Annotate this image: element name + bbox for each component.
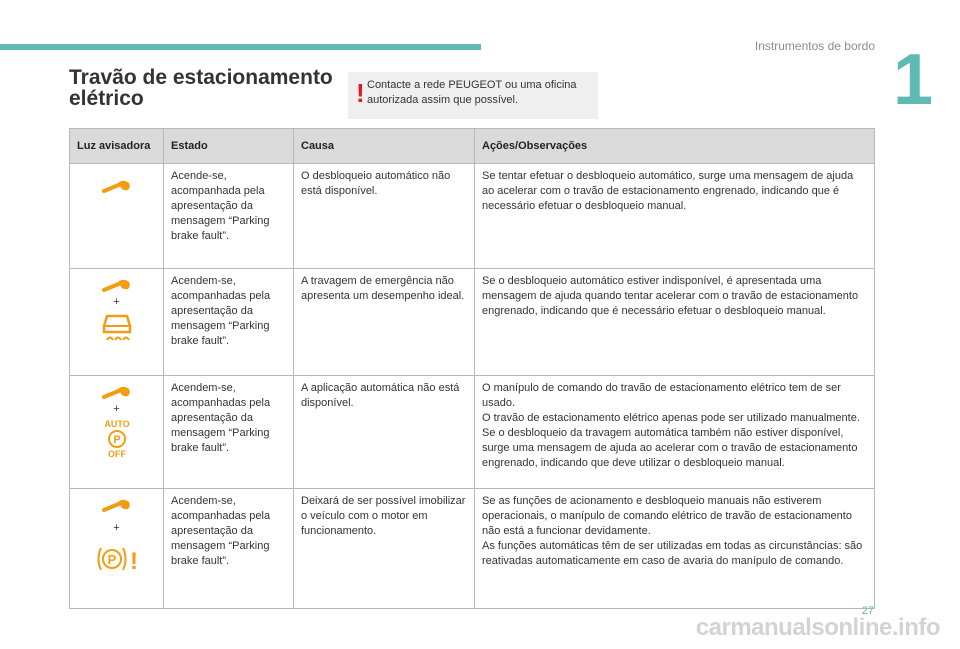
column-header-estado: Estado xyxy=(164,129,294,164)
page-title xyxy=(69,67,333,109)
acoes-cell xyxy=(475,164,875,269)
wrench-icon xyxy=(102,180,132,194)
column-header-acoes: Ações/Observações xyxy=(475,129,875,164)
acoes-paragraph: O travão de estacionamento elétrico apenas pode ser utilizado manualmente. xyxy=(482,412,860,424)
acoes-paragraph: Se as funções de acionamento e desbloqueio manuais não estiverem operacionais, o manípulo de comando elétrico de travão de estacionamento não está a funcionar devidamente. xyxy=(482,495,852,537)
causa-cell: Deixará de ser possível imobilizar o veículo com o motor em funcionamento. xyxy=(294,489,475,609)
estado-cell: Acendem-se, acompanhadas pela apresentação da mensagem “Parking brake fault”. xyxy=(164,489,294,609)
column-header-causa: Causa xyxy=(294,129,475,164)
page-number: 27 xyxy=(861,605,874,617)
wrench-icon xyxy=(102,386,132,400)
causa-cell: O desbloqueio automático não está disponível. xyxy=(294,164,475,269)
plus-sign: + xyxy=(113,522,120,534)
table-row xyxy=(70,164,875,269)
acoes-cell xyxy=(475,376,875,489)
header-accent-bar xyxy=(0,44,481,50)
off-label: OFF xyxy=(107,449,126,459)
p-label: P xyxy=(107,552,116,567)
acoes-paragraph: Se o desbloqueio automático estiver indisponível, é apresentada uma mensagem de ajuda quando tentar acelerar com o travão de estacionamento engrenado, indicando que é necessário efetuar o desbloqueio manual. xyxy=(482,275,859,317)
warning-lights-table xyxy=(69,128,875,609)
notice-box xyxy=(348,72,598,119)
estado-cell: Acendem-se, acompanhadas pela apresentação da mensagem “Parking brake fault”. xyxy=(164,376,294,489)
causa-cell: A aplicação automática não está disponível. xyxy=(294,376,475,489)
estado-cell: Acendem-se, acompanhadas pela apresentação da mensagem “Parking brake fault”. xyxy=(164,269,294,376)
auto-p-off-icon xyxy=(99,419,135,459)
page-title-line1: Travão de estacionamento xyxy=(69,66,333,89)
parking-brake-fault-icon xyxy=(95,544,139,574)
causa-cell: A travagem de emergência não apresenta um desempenho ideal. xyxy=(294,269,475,376)
warning-lights-cell xyxy=(70,269,164,376)
warning-lights-cell xyxy=(70,376,164,489)
wrench-icon xyxy=(102,499,132,513)
column-header-luz: Luz avisadora xyxy=(70,129,164,164)
wrench-icon xyxy=(102,279,132,293)
notice-text: Contacte a rede PEUGEOT ou uma oficina autorizada assim que possível. xyxy=(367,79,577,106)
warning-lights-cell xyxy=(70,164,164,269)
acoes-cell xyxy=(475,489,875,609)
exclamation-icon: ! xyxy=(356,78,365,108)
table-row xyxy=(70,269,875,376)
estado-cell: Acende-se, acompanhada pela apresentação da mensagem “Parking brake fault”. xyxy=(164,164,294,269)
table-row xyxy=(70,489,875,609)
acoes-paragraph: As funções automáticas têm de ser utilizadas em todas as circunstâncias: são reativadas automaticamente em caso de avaria do manípulo de comando. xyxy=(482,540,863,567)
acoes-paragraph: Se tentar efetuar o desbloqueio automático, surge uma mensagem de ajuda ao acelerar com o travão de estacionamento engrenado, indicando que é necessário efetuar o desbloqueio manual. xyxy=(482,170,854,212)
warning-lights-cell xyxy=(70,489,164,609)
section-title: Instrumentos de bordo xyxy=(754,39,875,53)
table-header-row xyxy=(70,129,875,164)
plus-sign: + xyxy=(113,296,120,308)
table-row xyxy=(70,376,875,489)
acoes-paragraph: O manípulo de comando do travão de estacionamento elétrico tem de ser usado. xyxy=(482,382,841,409)
page-title-line2: elétrico xyxy=(69,87,144,110)
watermark-text: carmanualsonline.info xyxy=(695,614,940,641)
car-skid-icon xyxy=(101,312,133,342)
chapter-number: 1 xyxy=(893,40,934,120)
acoes-paragraph: Se o desbloqueio da travagem automática também não estiver disponível, surge uma mensagem de ajuda ao acelerar com o travão de estacionamento engrenado, indicando que deve utilizar o desbloqueio manual. xyxy=(482,427,858,469)
plus-sign: + xyxy=(113,403,120,415)
p-label: P xyxy=(112,434,121,446)
auto-label: AUTO xyxy=(103,419,130,429)
acoes-cell xyxy=(475,269,875,376)
exclamation-label: ! xyxy=(129,548,138,574)
